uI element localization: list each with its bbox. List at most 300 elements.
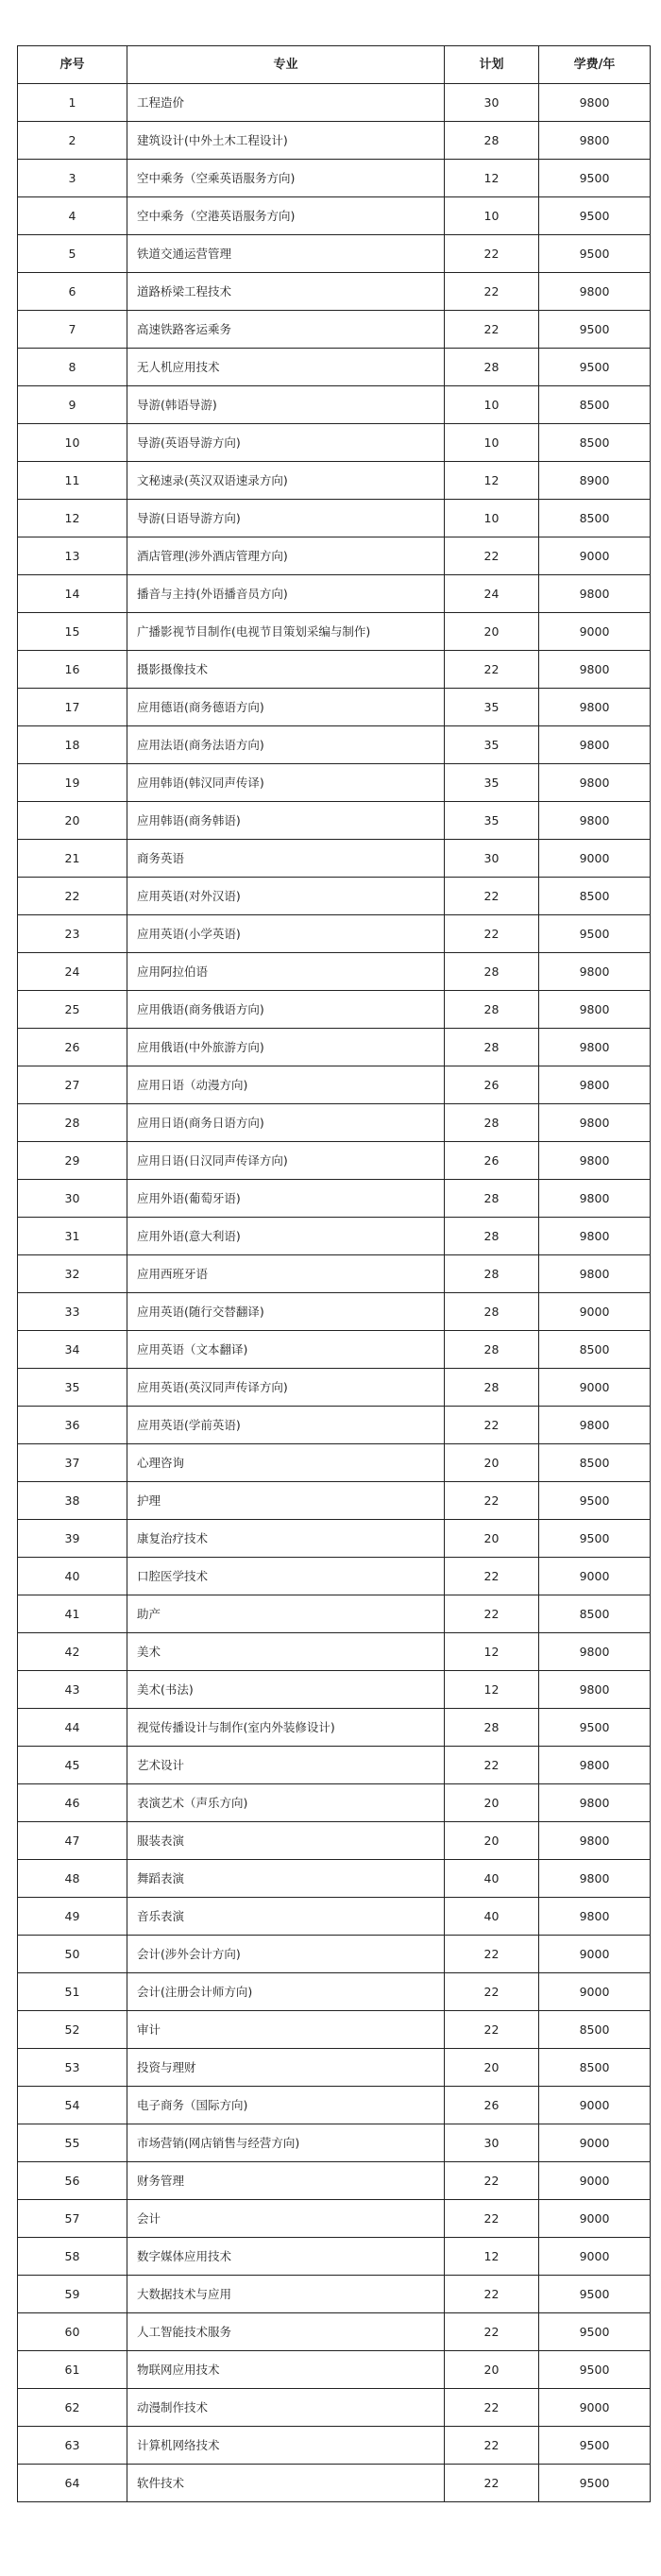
cell-fee: 9500: [539, 349, 651, 386]
cell-fee: 9800: [539, 1784, 651, 1822]
cell-major: 应用外语(意大利语): [127, 1218, 445, 1255]
cell-fee: 9800: [539, 1029, 651, 1066]
cell-plan: 10: [445, 197, 539, 235]
cell-plan: 20: [445, 2049, 539, 2087]
cell-fee: 9500: [539, 2313, 651, 2351]
table-row: [18, 424, 651, 462]
cell-major: 建筑设计(中外土木工程设计): [127, 122, 445, 160]
cell-major: 音乐表演: [127, 1898, 445, 1936]
table-row: [18, 160, 651, 197]
cell-major: 助产: [127, 1595, 445, 1633]
cell-plan: 12: [445, 1633, 539, 1671]
cell-no: 15: [18, 613, 127, 651]
cell-no: 61: [18, 2351, 127, 2389]
cell-major: 审计: [127, 2011, 445, 2049]
cell-plan: 20: [445, 1784, 539, 1822]
cell-major: 导游(韩语导游): [127, 386, 445, 424]
cell-major: 会计: [127, 2200, 445, 2238]
cell-plan: 30: [445, 2124, 539, 2162]
cell-fee: 9800: [539, 84, 651, 122]
cell-fee: 9800: [539, 953, 651, 991]
table-row: [18, 1784, 651, 1822]
cell-no: 8: [18, 349, 127, 386]
cell-fee: 9000: [539, 2087, 651, 2124]
cell-fee: 9800: [539, 1860, 651, 1898]
cell-fee: 9800: [539, 991, 651, 1029]
cell-fee: 9800: [539, 802, 651, 840]
cell-fee: 9500: [539, 1520, 651, 1558]
cell-fee: 9800: [539, 689, 651, 726]
table-row: [18, 2389, 651, 2427]
cell-no: 14: [18, 575, 127, 613]
cell-plan: 35: [445, 689, 539, 726]
cell-no: 48: [18, 1860, 127, 1898]
cell-major: 大数据技术与应用: [127, 2276, 445, 2313]
cell-major: 物联网应用技术: [127, 2351, 445, 2389]
table-row: [18, 651, 651, 689]
cell-fee: 9500: [539, 235, 651, 273]
cell-major: 应用韩语(韩汉同声传译): [127, 764, 445, 802]
cell-plan: 22: [445, 1407, 539, 1444]
table-row: [18, 575, 651, 613]
cell-plan: 35: [445, 764, 539, 802]
table-row: [18, 386, 651, 424]
cell-no: 52: [18, 2011, 127, 2049]
cell-fee: 9500: [539, 915, 651, 953]
cell-major: 市场营销(网店销售与经营方向): [127, 2124, 445, 2162]
cell-fee: 8500: [539, 2011, 651, 2049]
cell-plan: 22: [445, 878, 539, 915]
table-row: [18, 878, 651, 915]
cell-no: 20: [18, 802, 127, 840]
cell-plan: 22: [445, 2427, 539, 2465]
cell-fee: 9800: [539, 764, 651, 802]
cell-no: 7: [18, 311, 127, 349]
cell-plan: 28: [445, 953, 539, 991]
table-row: [18, 613, 651, 651]
table-header: [18, 46, 651, 84]
enrollment-table-container: [17, 45, 650, 2502]
cell-no: 50: [18, 1936, 127, 1973]
cell-no: 28: [18, 1104, 127, 1142]
header-fee: 学费/年: [539, 46, 651, 84]
cell-fee: 9800: [539, 1633, 651, 1671]
table-row: [18, 1671, 651, 1709]
cell-no: 38: [18, 1482, 127, 1520]
cell-no: 46: [18, 1784, 127, 1822]
cell-major: 酒店管理(涉外酒店管理方向): [127, 537, 445, 575]
cell-plan: 20: [445, 613, 539, 651]
cell-no: 17: [18, 689, 127, 726]
cell-major: 艺术设计: [127, 1747, 445, 1784]
cell-major: 舞蹈表演: [127, 1860, 445, 1898]
enrollment-plan-table: [17, 45, 651, 2502]
cell-no: 3: [18, 160, 127, 197]
table-row: [18, 2124, 651, 2162]
table-row: [18, 1936, 651, 1973]
cell-no: 16: [18, 651, 127, 689]
cell-major: 财务管理: [127, 2162, 445, 2200]
cell-no: 9: [18, 386, 127, 424]
cell-fee: 9500: [539, 2351, 651, 2389]
cell-no: 32: [18, 1255, 127, 1293]
cell-no: 55: [18, 2124, 127, 2162]
table-row: [18, 311, 651, 349]
table-row: [18, 2087, 651, 2124]
table-row: [18, 1973, 651, 2011]
cell-major: 应用英语(小学英语): [127, 915, 445, 953]
cell-major: 应用德语(商务德语方向): [127, 689, 445, 726]
cell-fee: 9800: [539, 1066, 651, 1104]
cell-no: 31: [18, 1218, 127, 1255]
table-row: [18, 122, 651, 160]
table-row: [18, 235, 651, 273]
table-row: [18, 1709, 651, 1747]
cell-major: 应用俄语(中外旅游方向): [127, 1029, 445, 1066]
cell-fee: 9800: [539, 575, 651, 613]
cell-plan: 20: [445, 1444, 539, 1482]
table-row: [18, 2351, 651, 2389]
cell-fee: 9800: [539, 122, 651, 160]
cell-plan: 22: [445, 1747, 539, 1784]
cell-no: 64: [18, 2465, 127, 2502]
cell-major: 美术(书法): [127, 1671, 445, 1709]
cell-plan: 10: [445, 500, 539, 537]
cell-no: 24: [18, 953, 127, 991]
cell-no: 59: [18, 2276, 127, 2313]
cell-plan: 22: [445, 651, 539, 689]
cell-major: 服装表演: [127, 1822, 445, 1860]
cell-major: 人工智能技术服务: [127, 2313, 445, 2351]
cell-major: 会计(涉外会计方向): [127, 1936, 445, 1973]
cell-major: 康复治疗技术: [127, 1520, 445, 1558]
cell-plan: 40: [445, 1898, 539, 1936]
cell-fee: 9500: [539, 1709, 651, 1747]
cell-fee: 8500: [539, 386, 651, 424]
header-plan: 计划: [445, 46, 539, 84]
cell-major: 播音与主持(外语播音员方向): [127, 575, 445, 613]
cell-plan: 22: [445, 1936, 539, 1973]
cell-no: 13: [18, 537, 127, 575]
cell-no: 56: [18, 2162, 127, 2200]
cell-fee: 9000: [539, 1558, 651, 1595]
cell-fee: 9000: [539, 1936, 651, 1973]
cell-no: 1: [18, 84, 127, 122]
cell-fee: 8500: [539, 500, 651, 537]
cell-fee: 9800: [539, 1180, 651, 1218]
table-row: [18, 840, 651, 878]
cell-plan: 22: [445, 2389, 539, 2427]
cell-plan: 28: [445, 1218, 539, 1255]
cell-no: 36: [18, 1407, 127, 1444]
cell-fee: 8500: [539, 2049, 651, 2087]
cell-no: 34: [18, 1331, 127, 1369]
table-row: [18, 462, 651, 500]
cell-major: 高速铁路客运乘务: [127, 311, 445, 349]
cell-no: 58: [18, 2238, 127, 2276]
cell-no: 10: [18, 424, 127, 462]
cell-plan: 22: [445, 1558, 539, 1595]
cell-no: 21: [18, 840, 127, 878]
cell-no: 54: [18, 2087, 127, 2124]
cell-no: 51: [18, 1973, 127, 2011]
table-row: [18, 84, 651, 122]
cell-fee: 9000: [539, 537, 651, 575]
table-row: [18, 1822, 651, 1860]
cell-plan: 28: [445, 1331, 539, 1369]
cell-no: 19: [18, 764, 127, 802]
cell-major: 应用英语(对外汉语): [127, 878, 445, 915]
table-row: [18, 2238, 651, 2276]
cell-plan: 22: [445, 273, 539, 311]
cell-fee: 8500: [539, 1595, 651, 1633]
cell-major: 无人机应用技术: [127, 349, 445, 386]
cell-no: 6: [18, 273, 127, 311]
cell-fee: 8500: [539, 424, 651, 462]
cell-major: 应用俄语(商务俄语方向): [127, 991, 445, 1029]
table-row: [18, 1255, 651, 1293]
cell-fee: 9000: [539, 840, 651, 878]
cell-major: 应用日语(日汉同声传译方向): [127, 1142, 445, 1180]
table-row: [18, 1747, 651, 1784]
cell-plan: 22: [445, 1973, 539, 2011]
cell-no: 37: [18, 1444, 127, 1482]
cell-major: 数字媒体应用技术: [127, 2238, 445, 2276]
cell-fee: 9500: [539, 197, 651, 235]
cell-plan: 26: [445, 2087, 539, 2124]
table-body: [18, 84, 651, 2502]
cell-major: 美术: [127, 1633, 445, 1671]
cell-fee: 9000: [539, 2389, 651, 2427]
cell-fee: 9800: [539, 1142, 651, 1180]
table-row: [18, 1066, 651, 1104]
table-row: [18, 953, 651, 991]
table-row: [18, 1293, 651, 1331]
cell-no: 27: [18, 1066, 127, 1104]
cell-plan: 22: [445, 1482, 539, 1520]
cell-no: 44: [18, 1709, 127, 1747]
cell-no: 49: [18, 1898, 127, 1936]
cell-major: 广播影视节目制作(电视节目策划采编与制作): [127, 613, 445, 651]
cell-major: 视觉传播设计与制作(室内外装修设计): [127, 1709, 445, 1747]
cell-major: 文秘速录(英汉双语速录方向): [127, 462, 445, 500]
cell-no: 22: [18, 878, 127, 915]
cell-no: 45: [18, 1747, 127, 1784]
cell-fee: 9000: [539, 613, 651, 651]
cell-no: 5: [18, 235, 127, 273]
header-row: [18, 46, 651, 84]
table-row: [18, 197, 651, 235]
cell-plan: 35: [445, 802, 539, 840]
cell-no: 43: [18, 1671, 127, 1709]
cell-no: 57: [18, 2200, 127, 2238]
cell-fee: 8500: [539, 878, 651, 915]
cell-fee: 9000: [539, 1973, 651, 2011]
cell-no: 40: [18, 1558, 127, 1595]
cell-plan: 30: [445, 840, 539, 878]
cell-plan: 28: [445, 1709, 539, 1747]
cell-no: 12: [18, 500, 127, 537]
table-row: [18, 1444, 651, 1482]
table-row: [18, 1331, 651, 1369]
cell-fee: 9500: [539, 160, 651, 197]
cell-major: 工程造价: [127, 84, 445, 122]
table-row: [18, 1633, 651, 1671]
cell-fee: 9800: [539, 1898, 651, 1936]
cell-major: 动漫制作技术: [127, 2389, 445, 2427]
table-row: [18, 915, 651, 953]
cell-major: 铁道交通运营管理: [127, 235, 445, 273]
cell-fee: 9000: [539, 1293, 651, 1331]
cell-plan: 22: [445, 537, 539, 575]
cell-fee: 9000: [539, 2124, 651, 2162]
table-row: [18, 1595, 651, 1633]
table-row: [18, 2427, 651, 2465]
table-row: [18, 1218, 651, 1255]
cell-fee: 9800: [539, 1407, 651, 1444]
cell-fee: 9800: [539, 1747, 651, 1784]
cell-no: 53: [18, 2049, 127, 2087]
table-row: [18, 1558, 651, 1595]
table-row: [18, 1142, 651, 1180]
cell-major: 投资与理财: [127, 2049, 445, 2087]
cell-major: 软件技术: [127, 2465, 445, 2502]
table-row: [18, 273, 651, 311]
cell-no: 29: [18, 1142, 127, 1180]
header-no: 序号: [18, 46, 127, 84]
cell-major: 心理咨询: [127, 1444, 445, 1482]
table-row: [18, 2200, 651, 2238]
cell-major: 商务英语: [127, 840, 445, 878]
cell-plan: 30: [445, 84, 539, 122]
cell-no: 35: [18, 1369, 127, 1407]
cell-fee: 9800: [539, 1822, 651, 1860]
cell-plan: 22: [445, 915, 539, 953]
cell-plan: 10: [445, 386, 539, 424]
cell-plan: 20: [445, 2351, 539, 2389]
cell-fee: 9800: [539, 273, 651, 311]
cell-fee: 9800: [539, 1104, 651, 1142]
cell-fee: 9800: [539, 651, 651, 689]
cell-no: 18: [18, 726, 127, 764]
cell-major: 道路桥梁工程技术: [127, 273, 445, 311]
cell-plan: 28: [445, 349, 539, 386]
cell-no: 41: [18, 1595, 127, 1633]
table-row: [18, 1482, 651, 1520]
cell-fee: 9000: [539, 2238, 651, 2276]
cell-fee: 9000: [539, 2200, 651, 2238]
cell-major: 电子商务（国际方向): [127, 2087, 445, 2124]
table-row: [18, 726, 651, 764]
cell-major: 口腔医学技术: [127, 1558, 445, 1595]
cell-fee: 9500: [539, 2465, 651, 2502]
table-row: [18, 500, 651, 537]
table-row: [18, 764, 651, 802]
cell-no: 11: [18, 462, 127, 500]
table-row: [18, 2465, 651, 2502]
cell-plan: 22: [445, 2313, 539, 2351]
cell-no: 63: [18, 2427, 127, 2465]
cell-plan: 22: [445, 2011, 539, 2049]
cell-plan: 28: [445, 1293, 539, 1331]
cell-plan: 10: [445, 424, 539, 462]
cell-plan: 22: [445, 311, 539, 349]
cell-fee: 9800: [539, 1255, 651, 1293]
table-row: [18, 2049, 651, 2087]
cell-fee: 9800: [539, 1218, 651, 1255]
cell-plan: 20: [445, 1520, 539, 1558]
cell-plan: 28: [445, 1255, 539, 1293]
cell-plan: 28: [445, 1104, 539, 1142]
cell-no: 42: [18, 1633, 127, 1671]
cell-plan: 12: [445, 462, 539, 500]
cell-major: 表演艺术（声乐方向): [127, 1784, 445, 1822]
cell-fee: 9500: [539, 2276, 651, 2313]
cell-major: 导游(英语导游方向): [127, 424, 445, 462]
cell-plan: 12: [445, 160, 539, 197]
cell-major: 护理: [127, 1482, 445, 1520]
cell-fee: 9500: [539, 1482, 651, 1520]
cell-major: 应用阿拉伯语: [127, 953, 445, 991]
cell-plan: 22: [445, 1595, 539, 1633]
cell-plan: 28: [445, 122, 539, 160]
cell-fee: 9000: [539, 1369, 651, 1407]
cell-major: 应用英语(随行交替翻译): [127, 1293, 445, 1331]
cell-major: 摄影摄像技术: [127, 651, 445, 689]
table-row: [18, 349, 651, 386]
cell-no: 23: [18, 915, 127, 953]
cell-major: 应用韩语(商务韩语): [127, 802, 445, 840]
cell-plan: 12: [445, 1671, 539, 1709]
header-major: 专业: [127, 46, 445, 84]
cell-plan: 12: [445, 2238, 539, 2276]
cell-no: 26: [18, 1029, 127, 1066]
cell-no: 39: [18, 1520, 127, 1558]
cell-fee: 9500: [539, 311, 651, 349]
table-row: [18, 2313, 651, 2351]
cell-fee: 8900: [539, 462, 651, 500]
table-row: [18, 1407, 651, 1444]
cell-major: 导游(日语导游方向): [127, 500, 445, 537]
cell-plan: 28: [445, 1369, 539, 1407]
cell-plan: 35: [445, 726, 539, 764]
table-row: [18, 689, 651, 726]
cell-major: 应用日语(商务日语方向): [127, 1104, 445, 1142]
cell-plan: 26: [445, 1142, 539, 1180]
cell-major: 应用外语(葡萄牙语): [127, 1180, 445, 1218]
cell-fee: 9000: [539, 2162, 651, 2200]
cell-plan: 22: [445, 2162, 539, 2200]
cell-major: 应用法语(商务法语方向): [127, 726, 445, 764]
cell-plan: 22: [445, 2276, 539, 2313]
cell-no: 33: [18, 1293, 127, 1331]
cell-fee: 9800: [539, 1671, 651, 1709]
cell-major: 会计(注册会计师方向): [127, 1973, 445, 2011]
cell-no: 2: [18, 122, 127, 160]
cell-major: 应用英语(英汉同声传译方向): [127, 1369, 445, 1407]
cell-plan: 22: [445, 2465, 539, 2502]
cell-fee: 8500: [539, 1444, 651, 1482]
cell-no: 62: [18, 2389, 127, 2427]
cell-plan: 28: [445, 1180, 539, 1218]
cell-no: 4: [18, 197, 127, 235]
table-row: [18, 1369, 651, 1407]
cell-major: 应用英语(学前英语): [127, 1407, 445, 1444]
cell-fee: 9500: [539, 2427, 651, 2465]
table-row: [18, 1029, 651, 1066]
cell-plan: 28: [445, 1029, 539, 1066]
cell-plan: 40: [445, 1860, 539, 1898]
